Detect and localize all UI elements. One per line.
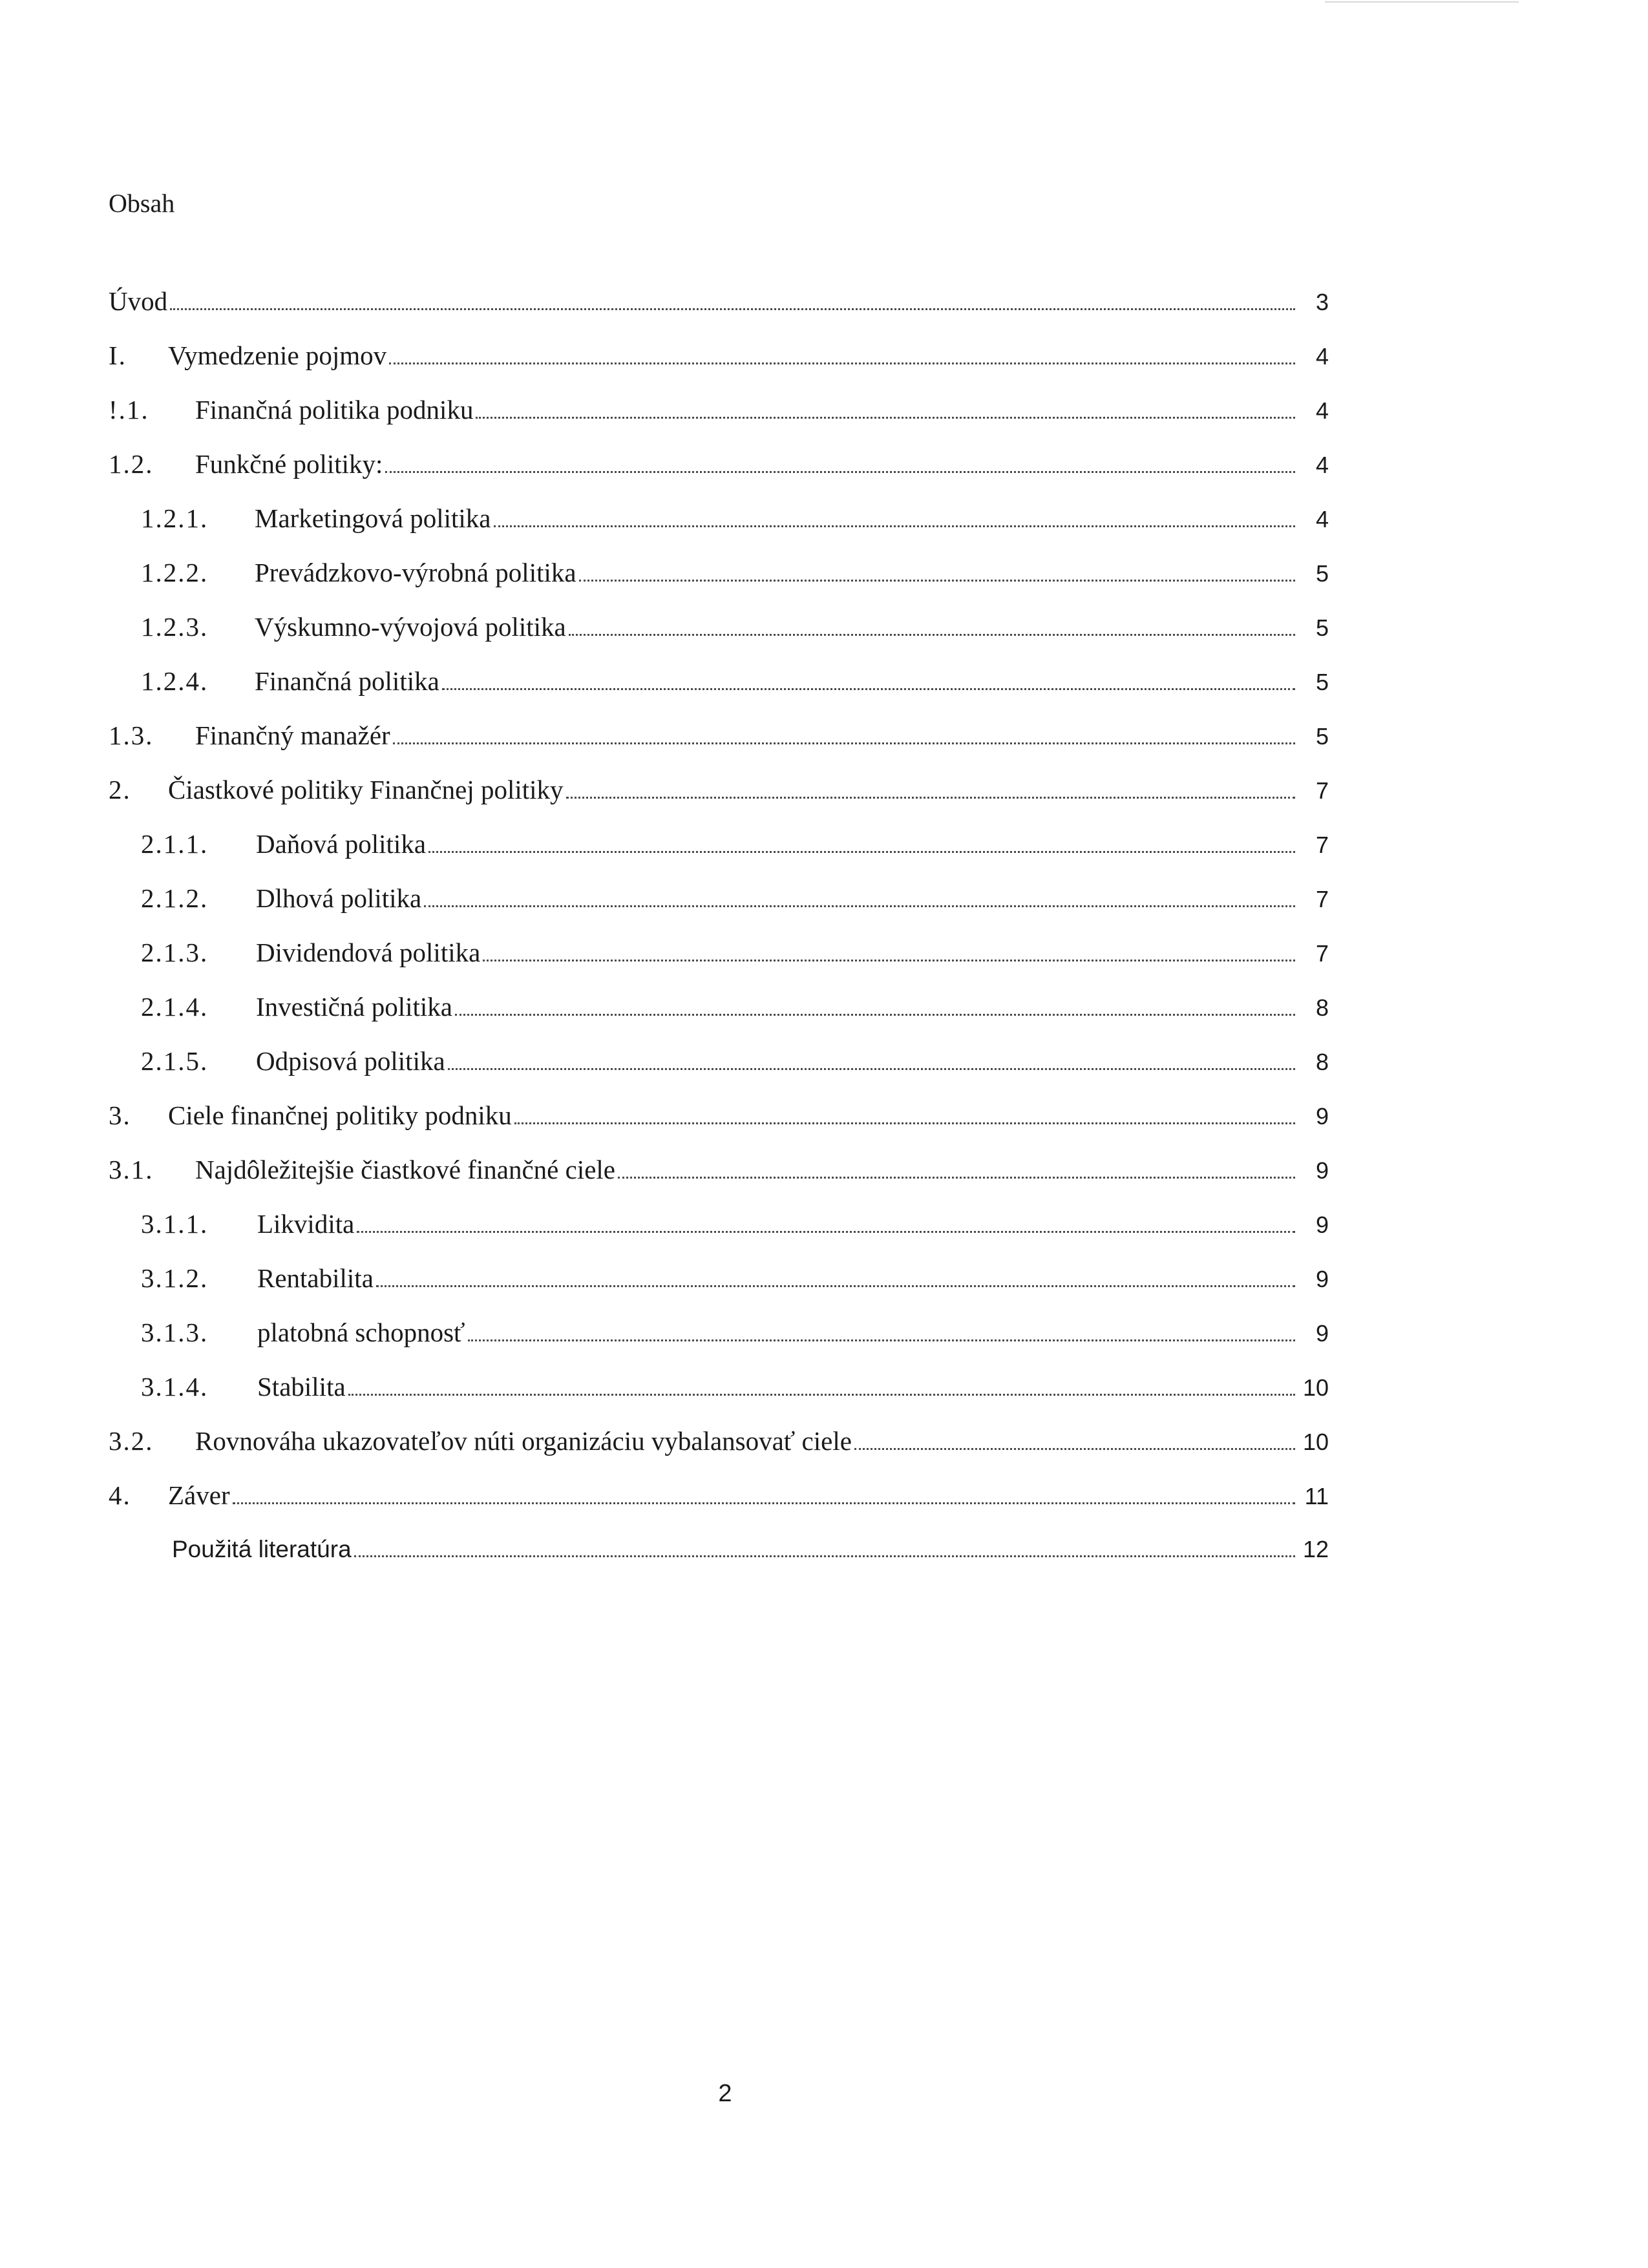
toc-entry[interactable] [141,1207,1329,1241]
toc-entry-number: 3.2. [109,1426,154,1456]
toc-entry-title: Ciele finančnej politiky podniku [168,1100,512,1130]
toc-entry[interactable] [109,1098,1329,1132]
toc-entry-title: Prevádzkovo-výrobná politika [255,558,576,587]
toc-entry[interactable] [141,556,1329,589]
toc-entry-number: 1.2.3. [141,612,209,642]
toc-entry-number: I. [109,341,127,370]
table-of-contents [0,284,1648,1615]
toc-entry-page: 5 [1315,669,1329,695]
toc-leader [357,1231,1295,1233]
toc-entry[interactable] [141,881,1329,915]
toc-entry-page: 5 [1315,614,1329,641]
toc-entry-page: 7 [1315,777,1329,804]
toc-entry-page: 5 [1315,560,1329,587]
toc-leader [424,905,1295,907]
toc-entry-number: 3.1.4. [141,1372,209,1402]
toc-entry[interactable] [141,1316,1329,1349]
toc-entry[interactable] [141,501,1329,535]
toc-entry-page: 9 [1315,1266,1329,1292]
toc-entry-number: 2. [109,775,131,804]
toc-entry-number: 1.2.2. [141,558,209,587]
toc-entry-number: 2.1.1. [141,829,209,859]
toc-entry-number: 2.1.4. [141,992,209,1022]
toc-entry-title: Likvidita [257,1209,355,1239]
toc-leader [455,1014,1295,1016]
toc-leader [514,1122,1295,1124]
toc-entry-page: 8 [1315,1049,1329,1075]
toc-entry-number: 3.1.1. [141,1209,209,1239]
toc-leader [348,1394,1295,1396]
toc-entry[interactable] [109,339,1329,372]
toc-entry[interactable] [141,1261,1329,1295]
toc-leader [854,1448,1295,1450]
toc-entry-title: Čiastkové politiky Finančnej politiky [168,775,564,804]
toc-entry-number: !.1. [109,395,149,425]
toc-entry-number: 1.2. [109,449,154,479]
toc-leader [618,1177,1295,1179]
toc-leader [389,362,1295,364]
toc-leader [476,417,1295,419]
toc-entry-page: 3 [1315,289,1329,315]
toc-entry-title: Použitá literatúra [172,1536,352,1562]
toc-entry-page: 10 [1302,1374,1329,1401]
toc-entry-page: 7 [1315,832,1329,858]
toc-leader [393,742,1295,744]
toc-leader [569,634,1295,636]
toc-entry-title: Odpisová politika [256,1046,445,1076]
toc-entry-page: 4 [1315,452,1329,478]
toc-entry-title: Vymedzenie pojmov [168,341,387,370]
toc-entry-number: 2.1.2. [141,883,209,913]
toc-entry-page: 9 [1315,1320,1329,1347]
toc-entry-title: Úvod [109,286,168,316]
toc-entry[interactable] [141,827,1329,861]
toc-entry-page: 10 [1302,1429,1329,1455]
toc-leader [385,471,1295,473]
toc-entry-title: Investičná politika [256,992,452,1022]
toc-entry-number: 3. [109,1100,131,1130]
toc-leader [483,960,1295,961]
toc-entry[interactable] [141,664,1329,698]
toc-leader [376,1285,1295,1287]
toc-leader [566,797,1295,799]
toc-entry-title: platobná schopnosť [257,1318,465,1347]
toc-entry-page: 4 [1315,343,1329,370]
toc-entry[interactable] [172,1533,1329,1566]
toc-leader [233,1502,1295,1504]
toc-entry-number: 2.1.3. [141,938,209,967]
toc-heading: Obsah [109,189,175,218]
toc-entry-title: Záver [168,1480,230,1510]
toc-entry-title: Funkčné politiky: [195,449,383,479]
toc-entry-title: Výskumno-vývojová politika [255,612,566,642]
toc-leader [579,580,1295,582]
toc-entry-page: 7 [1315,886,1329,912]
toc-entry[interactable] [141,936,1329,969]
toc-leader [428,851,1295,853]
toc-entry[interactable] [141,1044,1329,1078]
toc-entry-title: Marketingová politika [255,503,491,533]
toc-entry[interactable] [109,393,1329,426]
toc-entry-page: 4 [1315,397,1329,424]
toc-entry-number: 1.3. [109,720,154,750]
toc-entry-title: Finančná politika [255,666,439,696]
toc-entry-page: 8 [1315,994,1329,1021]
toc-entry-title: Finančná politika podniku [195,395,474,425]
toc-leader [354,1555,1295,1557]
toc-entry-page: 4 [1315,506,1329,532]
toc-entry-page: 9 [1315,1157,1329,1184]
toc-entry-page: 11 [1304,1483,1329,1509]
toc-leader [442,688,1295,690]
toc-entry[interactable] [141,990,1329,1024]
toc-entry-title: Finančný manažér [195,720,390,750]
toc-entry[interactable] [109,284,1329,318]
toc-entry[interactable] [109,1424,1329,1458]
toc-entry[interactable] [141,1370,1329,1403]
page-number: 2 [718,2080,732,2107]
toc-entry-page: 7 [1315,940,1329,967]
toc-entry-page: 9 [1315,1212,1329,1238]
toc-entry-title: Najdôležitejšie čiastkové finančné ciele [195,1155,615,1184]
toc-entry-number: 3.1.2. [141,1263,209,1293]
toc-entry-number: 1.2.4. [141,666,209,696]
toc-entry-number: 2.1.5. [141,1046,209,1076]
toc-entry[interactable] [109,1478,1329,1512]
toc-entry-title: Rovnováha ukazovateľov núti organizáciu vybalansovať ciele [195,1426,852,1456]
toc-entry[interactable] [109,1153,1329,1186]
toc-entry[interactable] [109,447,1329,481]
toc-entry[interactable] [109,773,1329,806]
toc-entry[interactable] [141,610,1329,644]
toc-entry-title: Dlhová politika [256,883,422,913]
toc-leader [468,1339,1295,1341]
toc-leader [494,525,1296,527]
toc-entry-number: 4. [109,1480,131,1510]
toc-entry-number: 1.2.1. [141,503,209,533]
toc-entry-page: 9 [1315,1103,1329,1129]
toc-entry[interactable] [109,719,1329,752]
toc-entry-title: Daňová politika [256,829,427,859]
toc-entry-page: 5 [1315,723,1329,750]
toc-entry-title: Stabilita [257,1372,346,1402]
toc-leader [170,308,1295,310]
toc-entry-title: Rentabilita [257,1263,374,1293]
toc-entry-number: 3.1.3. [141,1318,209,1347]
toc-entry-number: 3.1. [109,1155,154,1184]
toc-leader [448,1068,1295,1070]
toc-entry-page: 12 [1302,1536,1329,1562]
toc-entry-title: Dividendová politika [256,938,481,967]
scan-edge-line [1325,1,1519,3]
